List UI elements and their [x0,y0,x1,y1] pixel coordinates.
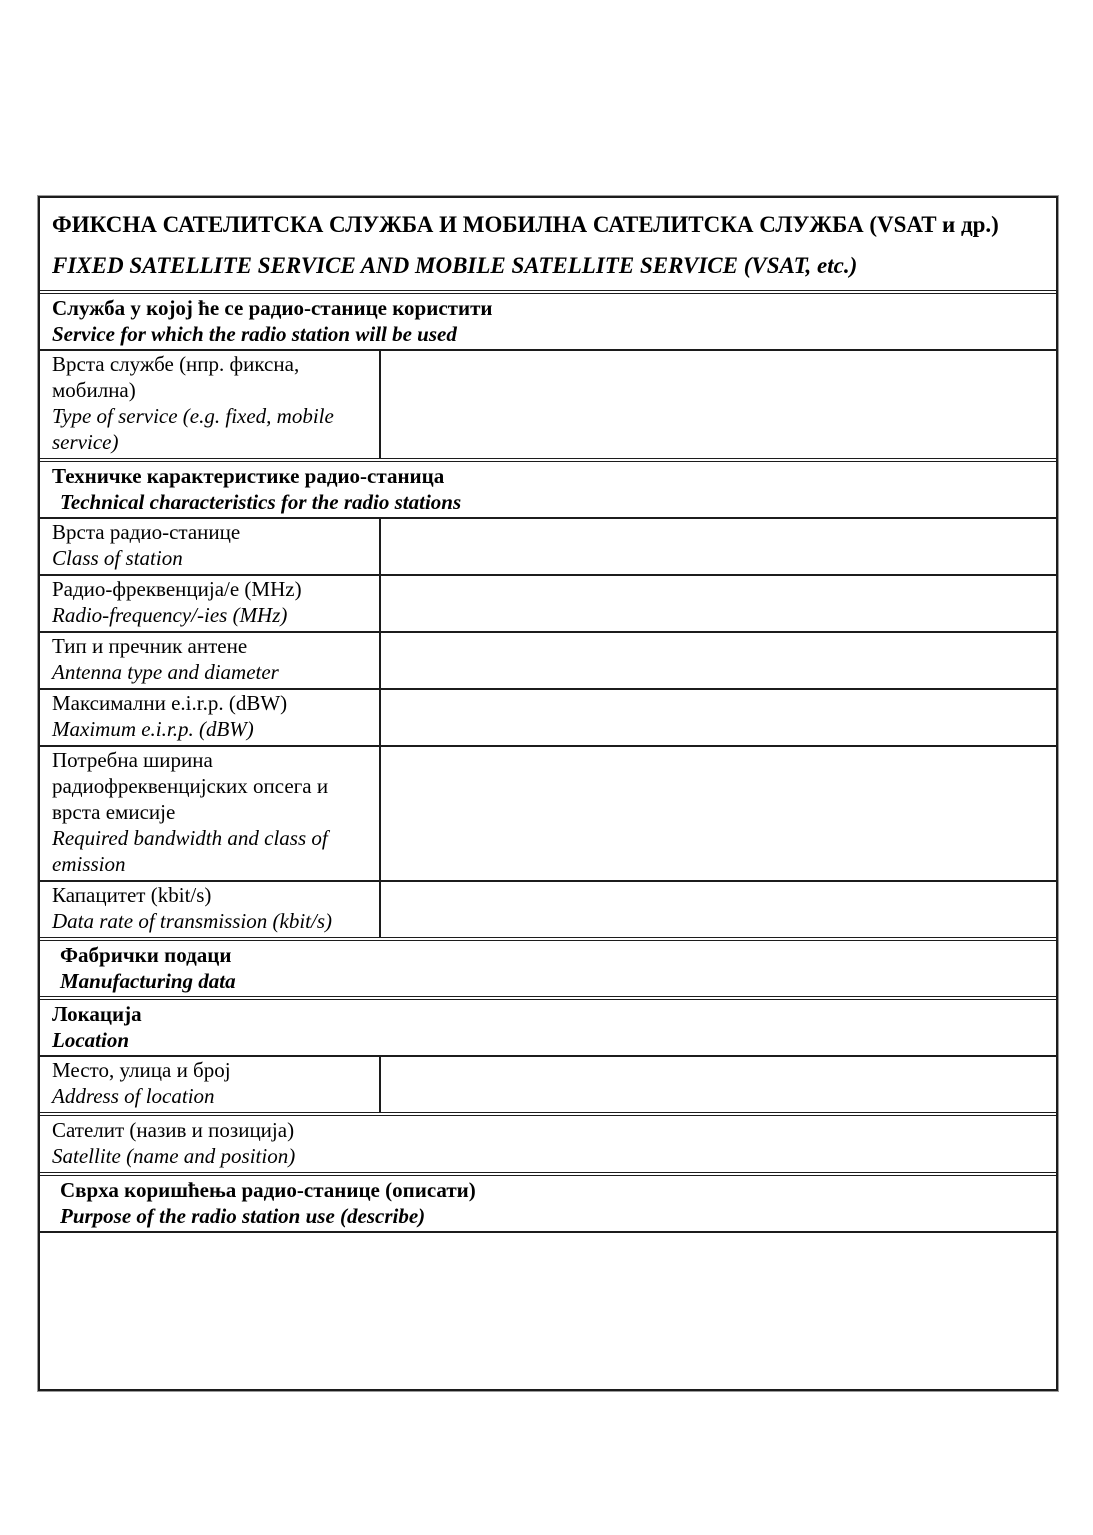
field-class-of-station-value-cell[interactable] [381,519,1056,574]
section-service-label-cyrillic: Служба у којој ће се радио-станице користити [52,296,493,320]
field-address-row [40,1055,1056,1112]
section-manufacturing-label-cyrillic: Фабрички подаци [60,943,232,967]
field-max-eirp-label [40,690,381,745]
field-bandwidth-emission-value-cell[interactable] [381,747,1056,880]
field-type-of-service-label [40,351,381,458]
form-title-row [40,198,1056,290]
field-class-of-station-label-cyrillic: Врста радио-станице [52,520,241,544]
section-location-label-english: Location [52,1028,129,1052]
field-bandwidth-emission-row [40,745,1056,880]
section-purpose-header [40,1172,1056,1231]
field-antenna-label [40,633,381,688]
purpose-description-value-cell[interactable] [40,1231,1056,1389]
field-data-rate-label-english: Data rate of transmission (kbit/s) [52,909,333,933]
section-manufacturing-header [40,937,1056,996]
field-max-eirp-label-english: Maximum e.i.r.p. (dBW) [52,717,254,741]
section-technical-label-cyrillic: Техничке карактеристике радио-станица [52,464,445,488]
field-antenna-row [40,631,1056,688]
field-radio-frequency-row [40,574,1056,631]
section-manufacturing-label-english: Manufacturing data [60,969,236,993]
field-type-of-service-label-english: Type of service (e.g. fixed, mobile service) [52,404,334,454]
field-satellite-label-english: Satellite (name and position) [52,1144,296,1168]
field-data-rate-row [40,880,1056,937]
field-address-value-cell[interactable] [381,1057,1056,1112]
field-address-label-english: Address of location [52,1084,215,1108]
field-data-rate-value-cell[interactable] [381,882,1056,937]
field-radio-frequency-label-cyrillic: Радио-фреквенција/е (MHz) [52,577,302,601]
section-location-header [40,996,1056,1055]
section-technical-header [40,458,1056,517]
field-type-of-service-row [40,349,1056,458]
form-title-english: FIXED SATELLITE SERVICE AND MOBILE SATELLITE SERVICE (VSAT, etc.) [52,253,858,278]
field-bandwidth-emission-label [40,747,381,880]
field-satellite-row [40,1112,1056,1172]
section-purpose-label-cyrillic: Сврха коришћења радио-станице (описати) [60,1178,476,1202]
field-radio-frequency-label-english: Radio-frequency/-ies (MHz) [52,603,288,627]
field-class-of-station-row [40,517,1056,574]
field-data-rate-label-cyrillic: Капацитет (kbit/s) [52,883,212,907]
field-antenna-value-cell[interactable] [381,633,1056,688]
field-antenna-label-cyrillic: Тип и пречник антене [52,634,248,658]
field-max-eirp-label-cyrillic: Максимални e.i.r.p. (dBW) [52,691,288,715]
field-max-eirp-row [40,688,1056,745]
satellite-service-form-table [38,196,1058,1391]
field-class-of-station-label [40,519,381,574]
section-technical-label-english: Technical characteristics for the radio stations [60,490,462,514]
section-service-header [40,290,1056,349]
field-radio-frequency-value-cell[interactable] [381,576,1056,631]
section-service-label-english: Service for which the radio station will be used [52,322,457,346]
field-satellite-label-cyrillic: Сателит (назив и позиција) [52,1118,295,1142]
form-title-cyrillic: ФИКСНА САТЕЛИТСКА СЛУЖБА И МОБИЛНА САТЕЛИТСКА СЛУЖБА (VSAT и др.) [52,212,999,237]
field-type-of-service-label-cyrillic: Врста службе (нпр. фиксна, мобилна) [52,352,300,402]
field-radio-frequency-label [40,576,381,631]
section-location-label-cyrillic: Локација [52,1002,142,1026]
field-class-of-station-label-english: Class of station [52,546,183,570]
field-antenna-label-english: Antenna type and diameter [52,660,279,684]
field-type-of-service-value-cell[interactable] [381,351,1056,458]
field-bandwidth-emission-label-english: Required bandwidth and class of emission [52,826,328,876]
field-address-label [40,1057,381,1112]
field-address-label-cyrillic: Место, улица и број [52,1058,231,1082]
field-bandwidth-emission-label-cyrillic: Потребна ширина радиофреквенцијских опсега и врста емисије [52,748,329,824]
field-max-eirp-value-cell[interactable] [381,690,1056,745]
section-purpose-label-english: Purpose of the radio station use (describe) [60,1204,426,1228]
field-data-rate-label [40,882,381,937]
